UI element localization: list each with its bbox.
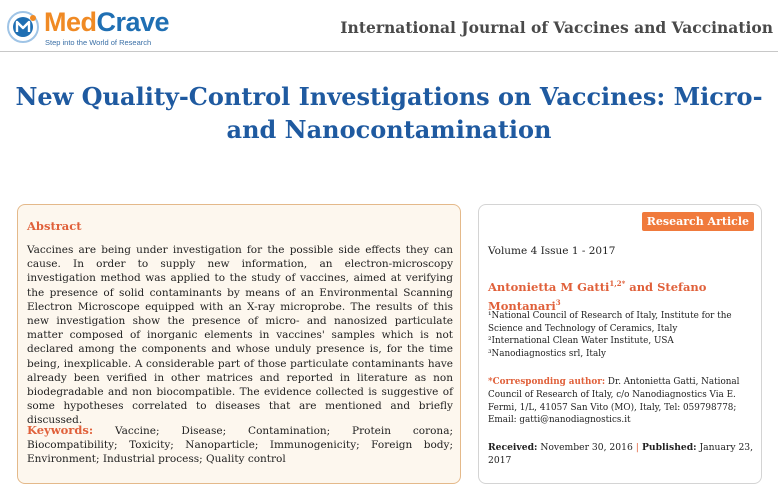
article-title: New Quality-Control Investigations on Vaccines: Micro- and Nanocontamination (15, 82, 763, 144)
article-type-badge: Research Article (642, 212, 754, 231)
page-header (0, 0, 778, 50)
published-label: Published: (638, 442, 697, 453)
keywords-label: Keywords: (27, 423, 94, 437)
article-dates (488, 441, 756, 467)
abstract-heading: Abstract (27, 219, 82, 233)
published-date: January 23, 2017 (488, 442, 754, 466)
logo-wordmark (44, 7, 169, 38)
received-date: November 30, 2016 (537, 442, 636, 453)
header-divider (0, 51, 778, 52)
affiliation-2: ²International Clean Water Institute, USA (488, 336, 674, 347)
author-2[interactable]: Montanari (488, 298, 556, 313)
author-conjunction: and Stefano (625, 279, 707, 294)
logo-tagline: Step into the World of Research (45, 38, 152, 47)
article-info-panel (478, 204, 762, 484)
author-2-affiliation-marker: 3 (555, 297, 561, 307)
journal-title[interactable]: International Journal of Vaccines and Vaccination (340, 18, 773, 37)
authors (488, 276, 748, 314)
corresponding-author (488, 376, 756, 427)
received-label: Received: (488, 442, 538, 453)
corresponding-author-details[interactable]: Dr. Antonietta Gatti, National Council of Research of Italy, c/o Nanodiagnostics Via E. Fermi, 1/L, 41057 San Vito (MO), Italy, Tel: 059798778; Email: gatti@nanodiagnostics.it (488, 377, 740, 426)
date-separator: | (635, 442, 639, 453)
affiliation-1: ¹National Council of Research of Italy, Institute for the Science and Technology of Ceramics, Italy (488, 311, 732, 334)
keywords-section (27, 423, 453, 467)
medcrave-logo-icon (6, 10, 40, 44)
volume-issue: Volume 4 Issue 1 - 2017 (488, 245, 616, 257)
keywords-list: Vaccine; Disease; Contamination; Protein corona; Biocompatibility; Toxicity; Nanoparticle; Immunogenicity; Foreign body; Environment; Industrial process; Quality control (27, 425, 453, 466)
logo-med: Med (44, 7, 97, 37)
abstract-panel (17, 204, 461, 484)
affiliations (488, 310, 756, 360)
abstract-body: Vaccines are being under investigation for the possible side effects they can cause. In order to supply new information, an electron-microscopy investigation method was applied to the study of vaccines, aimed at verifying the presence of solid contaminants by means of an Environmental Scanning Electron Microscope equipped with an X-ray microprobe. The results of this new investigation show the presence of micro- and nanosized particulate matter composed of inorganic elements in vaccines' samples which is not declared among the components and whose unduly presence is, for the time being, inexplicable. A considerable part of those particulate contaminants have already been verified in other matrices and reported in literature as non biodegradable and non biocompatible. The evidence collected is suggestive of some hypotheses correlated to diseases that are mentioned and briefly discussed. (27, 244, 453, 427)
author-1-affiliation-marker: 1,2* (609, 279, 626, 288)
author-1[interactable]: Antonietta M Gatti (488, 279, 610, 294)
corresponding-author-label: *Corresponding author: (488, 377, 606, 387)
medcrave-logo[interactable] (6, 7, 176, 47)
affiliation-3: ³Nanodiagnostics srl, Italy (488, 348, 606, 359)
logo-crave: Crave (96, 7, 170, 37)
